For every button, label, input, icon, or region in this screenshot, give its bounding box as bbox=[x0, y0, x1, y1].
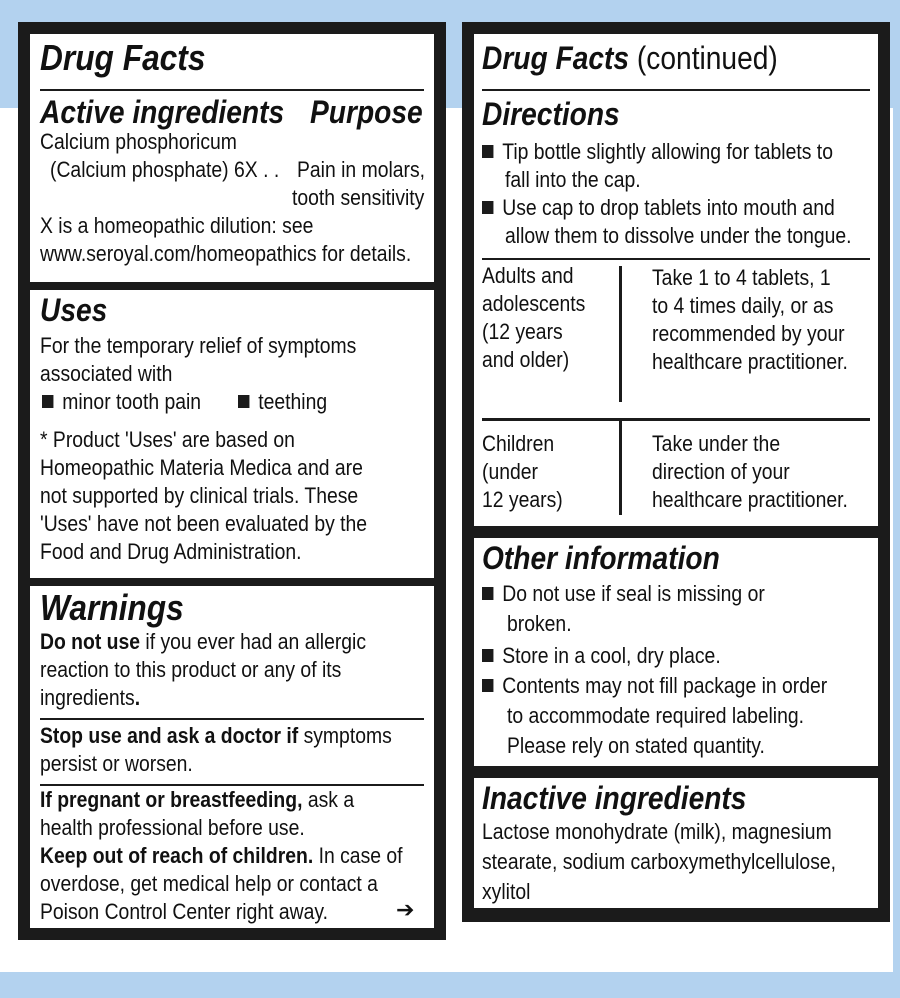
inactive-ingredients-line-2: stearate, sodium carboxymethylcellulose, bbox=[482, 849, 837, 874]
warnings-divider bbox=[40, 718, 424, 720]
dosage-who-line: Adults and bbox=[482, 263, 574, 288]
other-info-1-line-1: Do not use if seal is missing or bbox=[502, 581, 765, 606]
use-item-teething: teething bbox=[258, 389, 328, 414]
dosage-who-line: adolescents bbox=[482, 291, 586, 316]
dosage-table-column-divider bbox=[619, 421, 622, 515]
warnings-box bbox=[30, 586, 434, 928]
warning-stop-use-line-2: persist or worsen. bbox=[40, 751, 193, 776]
warnings-heading: Warnings bbox=[40, 587, 184, 628]
drug-facts-panel-right bbox=[462, 22, 890, 922]
inactive-ingredients-line-1: Lactose monohydrate (milk), magnesium bbox=[482, 819, 832, 844]
use-item-minor-tooth-pain: minor tooth pain bbox=[62, 389, 202, 414]
dosage-table-row-divider bbox=[482, 418, 870, 421]
title-rule bbox=[482, 89, 870, 91]
dosage-dose-line: recommended by your bbox=[652, 321, 845, 346]
other-info-1-line-2: broken. bbox=[507, 611, 572, 636]
dosage-who-line: and older) bbox=[482, 347, 570, 372]
bullet-square-icon bbox=[482, 587, 493, 600]
warning-do-not-use-line-2: reaction to this product or any of its bbox=[40, 657, 342, 682]
bullet-square-icon bbox=[482, 649, 493, 662]
direction-1-line-2: fall into the cap. bbox=[505, 167, 641, 192]
other-info-2-line-1: Store in a cool, dry place. bbox=[502, 643, 721, 668]
warning-stop-use-text: symptoms bbox=[298, 723, 392, 748]
inactive-ingredients-box bbox=[474, 778, 878, 908]
title-rule bbox=[40, 89, 424, 91]
continue-arrow-icon: ➔ bbox=[396, 897, 415, 922]
drug-facts-continued-title: Drug Facts bbox=[482, 40, 630, 76]
dosage-who-line: 12 years) bbox=[482, 487, 563, 512]
dosage-who-line: (under bbox=[482, 459, 538, 484]
dosage-dose-line: Take 1 to 4 tablets, 1 bbox=[652, 265, 831, 290]
dosage-who-line: Children bbox=[482, 431, 555, 456]
dosage-table-top-rule bbox=[482, 258, 870, 260]
bullet-square-icon bbox=[42, 395, 53, 408]
uses-box bbox=[30, 290, 434, 578]
purpose-line-2: tooth sensitivity bbox=[292, 185, 425, 210]
dosage-who-line: (12 years bbox=[482, 319, 563, 344]
direction-2-line-2: allow them to dissolve under the tongue. bbox=[505, 223, 852, 248]
warning-keep-out-line-2: overdose, get medical help or contact a bbox=[40, 871, 378, 896]
bullet-square-icon bbox=[238, 395, 249, 408]
uses-note-line-3: not supported by clinical trials. These bbox=[40, 483, 359, 508]
warning-pregnant-line-2: health professional before use. bbox=[40, 815, 305, 840]
warning-stop-use-label: Stop use and ask a doctor if bbox=[40, 723, 299, 748]
bullet-square-icon bbox=[482, 145, 493, 158]
other-info-3-line-2: to accommodate required labeling. bbox=[507, 703, 805, 728]
warning-do-not-use-label: Do not use bbox=[40, 629, 141, 654]
warning-pregnant-text: ask a bbox=[302, 787, 355, 812]
direction-2-line-1: Use cap to drop tablets into mouth and bbox=[502, 195, 835, 220]
warning-keep-out-label: Keep out of reach of children. bbox=[40, 843, 314, 868]
uses-line-2: associated with bbox=[40, 361, 173, 386]
direction-1-line-1: Tip bottle slightly allowing for tablets to bbox=[502, 139, 833, 164]
uses-note-line-5: Food and Drug Administration. bbox=[40, 539, 302, 564]
right-background-strip bbox=[893, 108, 900, 972]
warning-do-not-use-line-3: ingredients bbox=[40, 685, 135, 710]
warning-do-not-use-period: . bbox=[134, 685, 141, 710]
directions-heading: Directions bbox=[482, 96, 620, 132]
warning-keep-out-text: In case of bbox=[313, 843, 403, 868]
active-ingredients-heading: Active ingredients bbox=[40, 94, 285, 130]
drug-facts-title: Drug Facts bbox=[40, 37, 206, 78]
warning-keep-out-line-3: Poison Control Center right away. bbox=[40, 899, 329, 924]
inactive-ingredients-heading: Inactive ingredients bbox=[482, 780, 747, 816]
dilution-note-line-1: X is a homeopathic dilution: see bbox=[40, 213, 314, 238]
dilution-note-line-2: www.seroyal.com/homeopathics for details. bbox=[40, 241, 412, 266]
purpose-line-1: Pain in molars, bbox=[297, 157, 426, 182]
active-ingredients-box bbox=[30, 34, 434, 282]
other-info-3-line-3: Please rely on stated quantity. bbox=[507, 733, 765, 758]
bullet-square-icon bbox=[482, 679, 493, 692]
warning-do-not-use-text: if you ever had an allergic bbox=[140, 629, 367, 654]
drug-facts-panel-left bbox=[18, 22, 446, 940]
other-information-box bbox=[474, 538, 878, 766]
uses-heading: Uses bbox=[40, 292, 108, 328]
dosage-dose-line: healthcare practitioner. bbox=[652, 487, 848, 512]
other-information-heading: Other information bbox=[482, 540, 720, 576]
ingredient-name: Calcium phosphoricum bbox=[40, 129, 237, 154]
bottom-background-band bbox=[0, 972, 900, 998]
uses-note-line-1: * Product 'Uses' are based on bbox=[40, 427, 295, 452]
uses-line-1: For the temporary relief of symptoms bbox=[40, 333, 357, 358]
inactive-ingredients-line-3: xylitol bbox=[482, 879, 531, 904]
purpose-heading: Purpose bbox=[310, 94, 423, 130]
dosage-dose-line: Take under the bbox=[652, 431, 781, 456]
ingredient-dilution: (Calcium phosphate) 6X . . bbox=[50, 157, 280, 182]
bullet-square-icon bbox=[482, 201, 493, 214]
dosage-dose-line: direction of your bbox=[652, 459, 790, 484]
uses-note-line-4: 'Uses' have not been evaluated by the bbox=[40, 511, 368, 536]
warning-pregnant-label: If pregnant or breastfeeding, bbox=[40, 787, 303, 812]
other-info-3-line-1: Contents may not fill package in order bbox=[502, 673, 828, 698]
directions-box bbox=[474, 34, 878, 526]
dosage-table-column-divider bbox=[619, 266, 622, 402]
dosage-dose-line: to 4 times daily, or as bbox=[652, 293, 834, 318]
dosage-dose-line: healthcare practitioner. bbox=[652, 349, 848, 374]
uses-note-line-2: Homeopathic Materia Medica and are bbox=[40, 455, 363, 480]
continued-suffix: (continued) bbox=[629, 40, 778, 76]
